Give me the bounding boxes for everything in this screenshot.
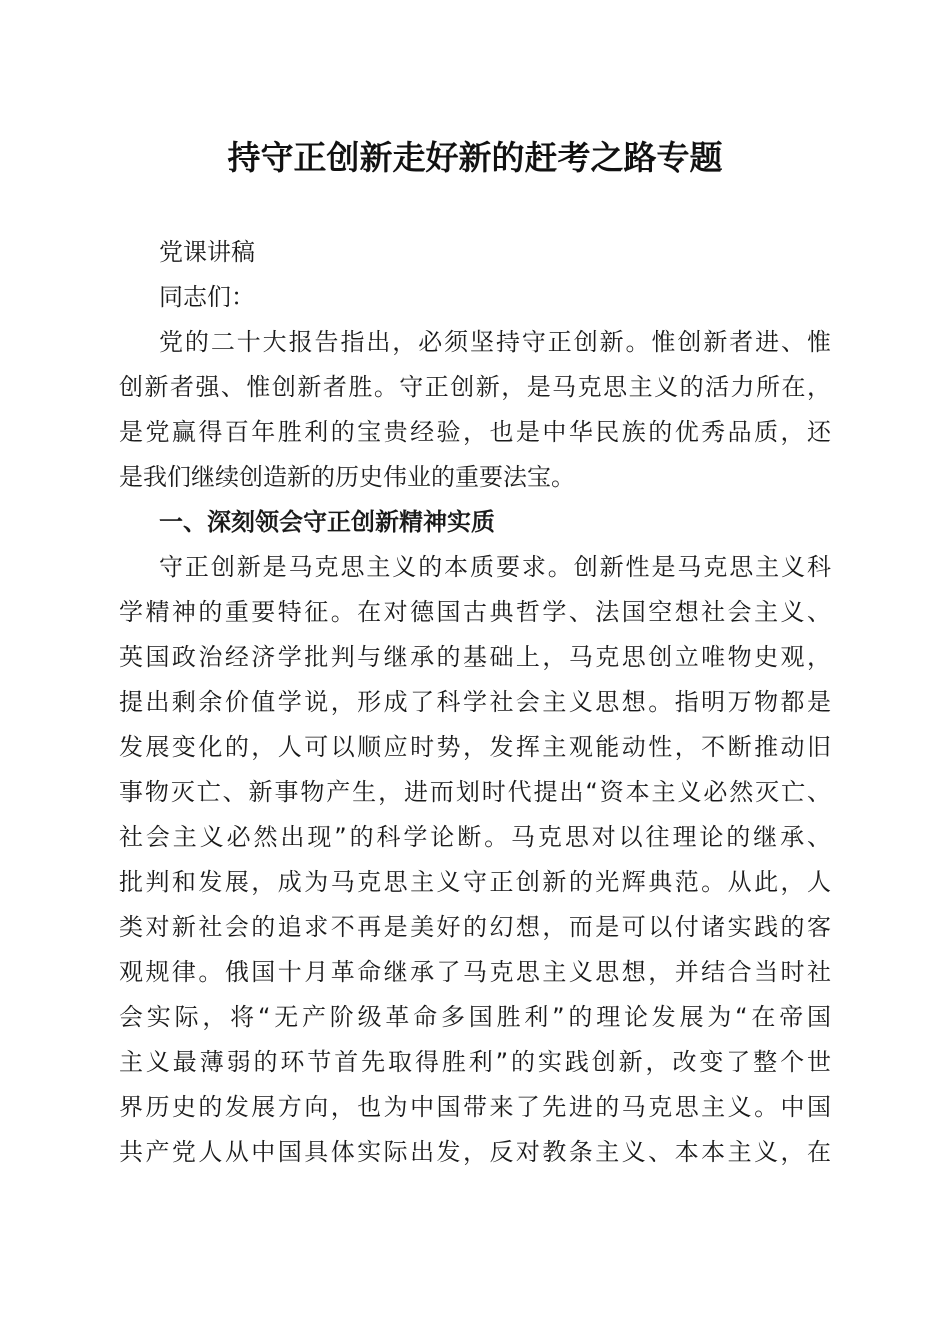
paragraph-line: 英国政治经济学批判与继承的基础上，马克思创立唯物史观， — [119, 643, 831, 671]
paragraph-line: 会实际，将“无产阶级革命多国胜利”的理论发展为“在帝国 — [119, 1003, 831, 1031]
document-body — [119, 230, 831, 1175]
document-title: 持守正创新走好新的赶考之路专题 — [227, 138, 723, 177]
paragraph-line: 守正创新是马克思主义的本质要求。创新性是马克思主义科 — [159, 553, 831, 581]
paragraph-line: 类对新社会的追求不再是美好的幻想，而是可以付诸实践的客 — [119, 913, 831, 941]
paragraph-line: 批判和发展，成为马克思主义守正创新的光辉典范。从此，人 — [119, 868, 831, 896]
paragraph-line: 事物灭亡、新事物产生，进而划时代提出“资本主义必然灭亡、 — [119, 778, 831, 806]
paragraph-line: 共产党人从中国具体实际出发，反对教条主义、本本主义，在 — [119, 1138, 831, 1166]
paragraph-section1 — [119, 545, 831, 1175]
salutation: 同志们： — [159, 283, 255, 311]
paragraph-line: 社会主义必然出现”的科学论断。马克思对以往理论的继承、 — [119, 823, 831, 851]
paragraph-line: 党的二十大报告指出，必须坚持守正创新。惟创新者进、惟 — [159, 328, 831, 356]
paragraph-line: 界历史的发展方向，也为中国带来了先进的马克思主义。中国 — [119, 1093, 831, 1121]
paragraph-line: 观规律。俄国十月革命继承了马克思主义思想，并结合当时社 — [119, 958, 831, 986]
document-subtitle: 党课讲稿 — [159, 238, 255, 266]
paragraph-line: 是我们继续创造新的历史伟业的重要法宝。 — [119, 463, 575, 491]
paragraph-intro — [119, 320, 831, 500]
paragraph-line: 提出剩余价值学说，形成了科学社会主义思想。指明万物都是 — [119, 688, 831, 716]
paragraph-line: 创新者强、惟创新者胜。守正创新，是马克思主义的活力所在， — [119, 373, 831, 401]
paragraph-line: 是党赢得百年胜利的宝贵经验，也是中华民族的优秀品质，还 — [119, 418, 831, 446]
paragraph-line: 主义最薄弱的环节首先取得胜利”的实践创新，改变了整个世 — [119, 1048, 831, 1076]
paragraph-line: 学精神的重要特征。在对德国古典哲学、法国空想社会主义、 — [119, 598, 831, 626]
paragraph-line: 发展变化的，人可以顺应时势，发挥主观能动性，不断推动旧 — [119, 733, 831, 761]
section-heading: 一、深刻领会守正创新精神实质 — [159, 508, 495, 536]
